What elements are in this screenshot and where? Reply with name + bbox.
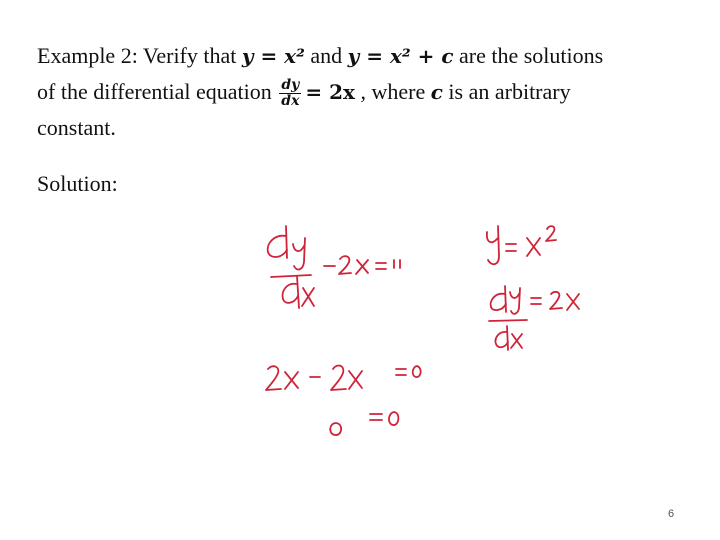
hw-dy-over-dx	[268, 226, 314, 308]
fraction-numerator: dy	[279, 78, 301, 94]
equation-y-equals-x-squared: y = x²	[241, 44, 305, 68]
hw-dy-over-dx-eq-2x	[489, 286, 579, 350]
problem-text: of the differential equation	[37, 79, 278, 104]
problem-line-3: constant.	[37, 115, 116, 140]
problem-text: Example 2: Verify that	[37, 43, 242, 68]
equation-y-equals-x-squared-plus-c: y = x² + c	[347, 44, 454, 68]
problem-text: , where	[354, 79, 431, 104]
hw-2x-minus-2x-eq-0	[266, 366, 421, 390]
fraction-denominator: dx	[281, 93, 300, 110]
hw-y-eq-x-squared	[487, 226, 556, 264]
solution-label: Solution:	[37, 171, 118, 196]
problem-text: is an arbitrary	[442, 79, 571, 104]
variable-c: c	[430, 80, 443, 104]
equation-rhs: = 2x	[305, 80, 355, 104]
hw-0-eq-0	[330, 412, 398, 435]
problem-text: are the solutions	[453, 43, 604, 68]
hw-minus-2x-eq-0	[324, 256, 400, 274]
page-number: 6	[668, 508, 675, 520]
problem-text: and	[304, 43, 348, 68]
